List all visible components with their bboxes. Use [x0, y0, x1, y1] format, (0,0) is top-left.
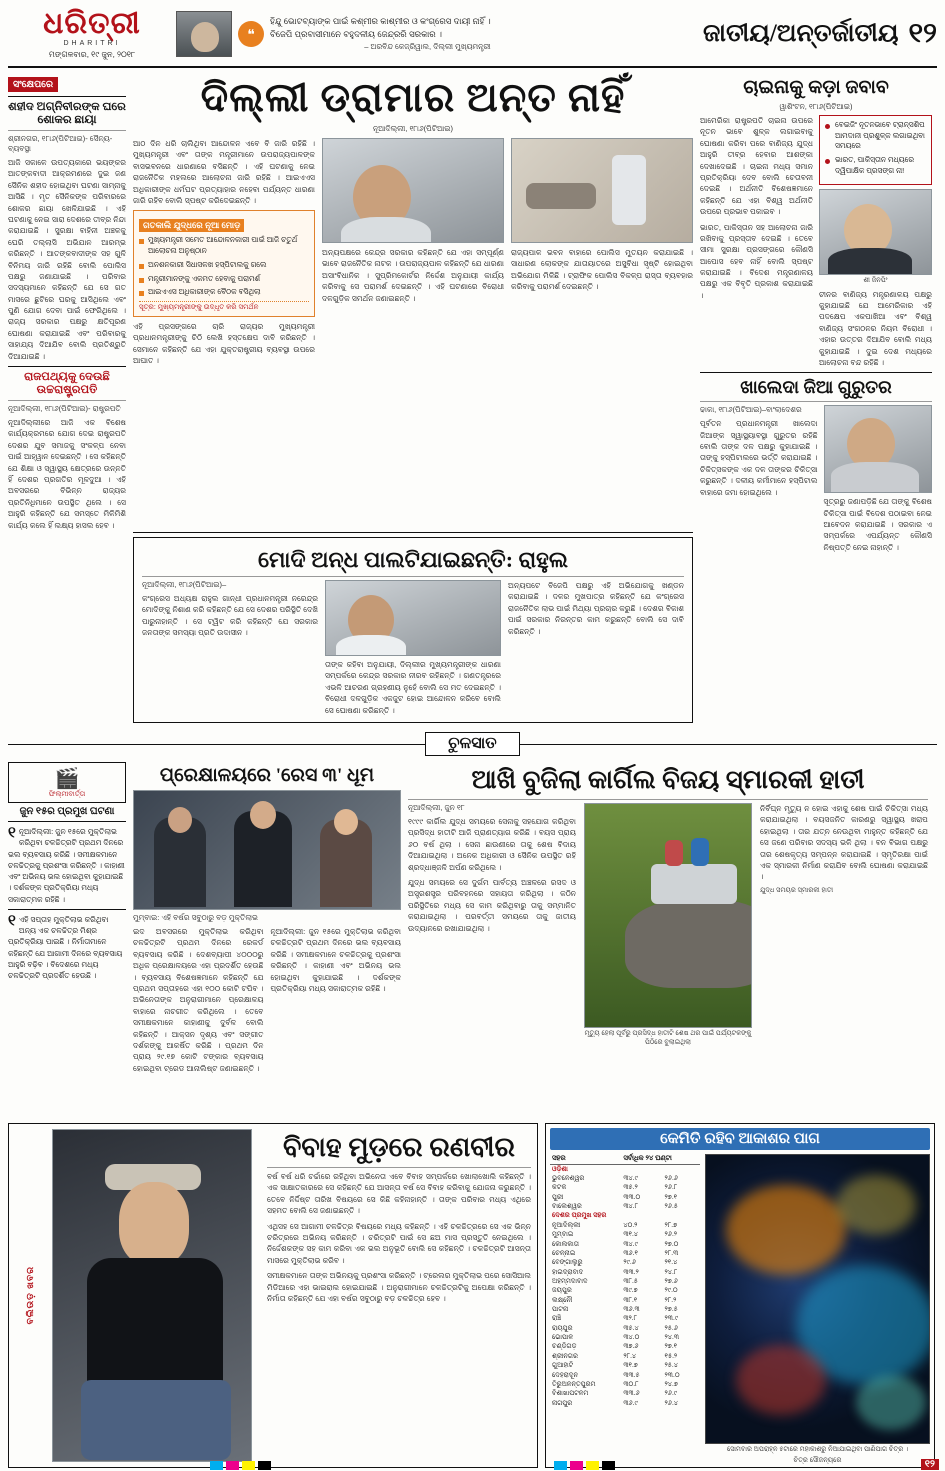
film-brief-item-2	[8, 914, 126, 982]
left-brief-column	[8, 74, 126, 724]
film-brief-column	[8, 762, 126, 1117]
ranbir-headline: ବିବାହ ମୁଡ଼ରେ ରଣବୀର	[282, 1132, 516, 1162]
quote-line-1: ହିନ୍ଦୁ ଭୋଟବ୍ୟାଙ୍କ ପାଇଁ କଶ୍ମୀର କାଶ୍ମୀର ଓ କଂଗ୍ରେସ ଦାୟୀ ନାହିଁ ।	[270, 16, 491, 27]
table-row: ଚଣ୍ଡିଗଡ଼ ୩୭.୬ ୨୭.୧	[552, 1343, 678, 1351]
table-row: ମୁମ୍ବାଇ ୩୧.୪ ୨୬.୨	[552, 1231, 678, 1239]
table-row: ବାଲେଶ୍ୱର ୩୪.୮ ୨୬.୫	[552, 1203, 678, 1211]
race3-body-1: ଇଦ ଅବସରରେ ମୁକ୍ତିଲାଭ କରିଥିବା ଚଳଚ୍ଚିତ୍ରଟି ପ୍ରଥମ ଦିନରେ ରେକର୍ଡ ବ୍ୟବସାୟ କରିଛି । ଦେଶବ୍ୟାପୀ ୪୦୦୦ରୁ ଅଧିକ ପ୍ରେକ୍ଷାଳୟରେ ଏହା ପ୍ରଦର୍ଶିତ ହେଉଛି । ବ୍ୟବସାୟ ବିଶେଷଜ୍ଞମାନେ କହିଛନ୍ତି ଯେ ପ୍ରଥମ ସପ୍ତାହରେ ଏହା ୧୦୦ କୋଟି ଟପିବ । ଅଭିନେତାଙ୍କ ଅନୁରାଗୀମାନେ ପ୍ରେକ୍ଷାଳୟ ବାହାରେ ନାଚଗୀତ କରିଥିଲେ । ତେବେ ସମୀକ୍ଷକମାନେ କାହାଣୀକୁ ଦୁର୍ବଳ ବୋଲି କହିଛନ୍ତି । ଆକ୍ସନ ଦୃଶ୍ୟ ଏବଂ ସଙ୍ଗୀତ ଦର୍ଶକଙ୍କୁ ଆକର୍ଷିତ କରିଛି । ପ୍ରଥମ ଦିନ ପ୍ରାୟ ୨୯.୧୭ କୋଟି ଟଙ୍କାର ବ୍ୟବସାୟ ହୋଇଥିବା ଟ୍ରେଡ ଆନାଲିଷ୍ଟ ଜଣାଇଛନ୍ତି ।	[133, 927, 264, 1073]
ranbir-kapoor-photo	[52, 1129, 252, 1462]
weather-col-city: ସହର	[550, 1154, 621, 1164]
ranbir-body-1: ବର୍ଷ ବର୍ଷ ଧରି ଚର୍ଚ୍ଚାରେ ରହିଥିବା ଅଭିନେତା ଏବେ ବିବାହ ସମ୍ପର୍କରେ ଖୋଲାଖୋଲି କହିଛନ୍ତି । ଏକ ସାକ୍ଷାତକାରରେ ସେ କହିଛନ୍ତି ଯେ ଆସନ୍ତା ବର୍ଷ ସେ ବିବାହ କରିବାକୁ ଯୋଜନା କରୁଛନ୍ତି । ତେବେ ନିର୍ଦ୍ଦିଷ୍ଟ ତାରିଖ ବିଷୟରେ ସେ କିଛି କହିନାହାନ୍ତି । ତାଙ୍କ ପରିବାର ମଧ୍ୟ ଏଥିରେ ସହମତ ବୋଲି ସେ ଜଣାଇଛନ୍ତି ।	[267, 1172, 531, 1216]
film-stamp	[8, 762, 126, 803]
protest-scene-photo	[511, 138, 693, 243]
weather-col-temp: ସର୍ବାଧିକ ୨୪ ଘଣ୍ଟା	[621, 1154, 700, 1164]
rahul-story	[133, 537, 693, 723]
kargil-body-1: ୧୯୯୯ କାର୍ଗିଲ ଯୁଦ୍ଧ ସମୟରେ ସେନାକୁ ସହଯୋଗ କରିଥିବା ପ୍ରସିଦ୍ଧ ହାତୀଟି ଆଜି ପ୍ରାଣତ୍ୟାଗ କରିଛି । ବୟସ ପ୍ରାୟ ୬୦ ବର୍ଷ ଥିଲା । ସେନା ଛାଉଣୀରେ ତାକୁ ଶେଷ ବିଦାୟ ଦିଆଯାଇଥିଲା । ଅନେକ ଅଧିକାରୀ ଓ ସୈନିକ ଉପସ୍ଥିତ ରହି ଶ୍ରଦ୍ଧାଞ୍ଜଳି ଅର୍ପଣ କରିଥିଲେ ।	[408, 817, 576, 872]
swatch-magenta	[226, 1461, 239, 1470]
china-bullet-box	[819, 115, 932, 185]
kargil-body-2: ଯୁଦ୍ଧ ସମୟରେ ସେ ଦୁର୍ଗମ ପାର୍ବତ୍ୟ ଅଞ୍ଚଳରେ ରସଦ ଓ ଅସ୍ତ୍ରଶସ୍ତ୍ର ପରିବହନରେ ସହାୟତା କରିଥିଲା । କଠିନ ପରିସ୍ଥିତିରେ ମଧ୍ୟ ସେ କାମ କରିଥିବାରୁ ତାକୁ ସମ୍ମାନିତ କରାଯାଇଥିଲା । ପରବର୍ତ୍ତୀ ସମୟରେ ତାକୁ ଜାତୀୟ ଉଦ୍ୟାନରେ ରଖାଯାଇଥିଲା ।	[408, 877, 576, 933]
rahul-body-2: ତାଙ୍କ କହିବା ଅନୁଯାୟୀ, ଦିଲ୍ଲୀର ମୁଖ୍ୟମନ୍ତ୍ରୀଙ୍କ ଧାରଣା ସମ୍ପର୍କରେ କେନ୍ଦ୍ର ସରକାର ନୀରବ ରହିଛନ୍ତି । ଗଣତନ୍ତ୍ରରେ ଏଭଳି ଆଚରଣ ଗ୍ରହଣୀୟ ନୁହେଁ ବୋଲି ସେ ମତ ଦେଇଛନ୍ତି । ବିରୋଧୀ ଦଳଗୁଡ଼ିକ ଏକଜୁଟ ହୋଇ ଆନ୍ଦୋଳନ କରିବେ ବୋଲି ସେ ଘୋଷଣା କରିଛନ୍ତି ।	[325, 660, 501, 715]
lead-paragraph-3: ଏହି ପ୍ରସଙ୍ଗରେ ଚାରି ରାଜ୍ୟର ମୁଖ୍ୟମନ୍ତ୍ରୀ ପ୍ରଧାନମନ୍ତ୍ରୀଙ୍କୁ ଚିଠି ଲେଖି ହସ୍ତକ୍ଷେପ ଦାବି କରିଛନ୍ତି । ସେମାନେ କହିଛନ୍ତି ଯେ ଏହା ଯୁକ୍ତରାଷ୍ଟ୍ରୀୟ ବ୍ୟବସ୍ଥା ଉପରେ ଆଘାତ ।	[133, 322, 315, 366]
list-item: ଅନଶନକାରୀ ସିଧାସଳଖ ହସ୍ପିଟାଲକୁ ଗଲେ	[139, 260, 309, 271]
table-row: ନାଗପୁର ୩୬.୯ ୨୬.୪	[552, 1399, 678, 1407]
kargil-body-3: ନିର୍ବିଘ୍ନ ମୃତ୍ୟୁ ନ ହୋଇ ଏହାକୁ ଶେଷ ପାଇଁ ଚିକିତ୍ସା ମଧ୍ୟ କରାଯାଇଥିଲା । ବୟସଜନିତ କାରଣରୁ ସ୍ୱାସ୍ଥ୍ୟ ଖରାପ ହୋଇଥିଲା । ତାର ଯତ୍ନ ନେଉଥିବା ମାହୁନ୍ତ କହିଛନ୍ତି ଯେ ସେ ଜଣେ ପରିବାର ସଦସ୍ୟ ଭଳି ଥିଲା । ବନ ବିଭାଗ ପକ୍ଷରୁ ତାର ଶେଷକୃତ୍ୟ ସମ୍ପନ୍ନ କରାଯାଇଛି । ସ୍ମୃତିରକ୍ଷା ପାଇଁ ଏକ ସ୍ମାରକୀ ନିର୍ମାଣ କରାଯିବ ବୋଲି ଘୋଷଣା କରାଯାଇଛି ।	[760, 804, 928, 882]
list-item: ଭାରତ, ପାକିସ୍ତାନ ମଧ୍ୟରେ ଦ୍ୱିପାକ୍ଷିକ ପ୍ରସଙ୍ଗ ନା!	[825, 155, 926, 176]
xi-jinping-photo	[819, 189, 932, 275]
section-divider	[8, 732, 937, 756]
table-row: କୋଲକାତା ୩୪.୯ ୨୭.୦	[552, 1240, 679, 1248]
table-row: ତିରୁଅନନ୍ତପୁରମ ୩୦.୮ ୨୪.୭	[552, 1380, 678, 1388]
quote-icon: ❝	[238, 21, 264, 47]
list-item: ବେଇଜିଂ ନୂତନଭାବେ ଟ୍ରାନ୍ସଶିପ ଆମଦାନୀ ପ୍ରଶୁଳ୍କ ଲଗାଇଥିବା ସମୟରେ	[825, 120, 926, 152]
swatch-black-2	[602, 1461, 615, 1470]
list-item: ଆଇଏଏସ ଅଧିକାରୀଙ୍କ ବୈଠକ ବସିଥିଲା	[139, 287, 309, 298]
ranbir-story	[8, 1123, 538, 1468]
weather-section-label: ଓଡ଼ିଶା	[552, 1165, 568, 1173]
rahul-dateline: ନୂଆଦିଲ୍ଲୀ, ୧୮ା୬(ପିଟିଆଇ)–	[142, 580, 227, 589]
race3-body-2: ନୂଆଦିଲ୍ଲୀ: ଜୁନ ୧୫ରେ ମୁକ୍ତିଲାଭ କରିଥିବା ଚଳଚ୍ଚିତ୍ରଟି ପ୍ରଥମ ଦିନରେ ଭଲ ବ୍ୟବସାୟ କରିଛି । ସମୀକ୍ଷକମାନେ ଚଳଚ୍ଚିତ୍ରକୁ ପ୍ରଶଂସା କରିଛନ୍ତି । କାହାଣୀ ଏବଂ ଅଭିନୟ ଭଲ ହୋଇଥିବା କୁହାଯାଇଛି । ଦର୍ଶକଙ୍କ ପ୍ରତିକ୍ରିୟା ମଧ୍ୟ ସକାରାତ୍ମକ ରହିଛି ।	[270, 927, 401, 993]
table-row: ଦେହରାଦୂନ ୩୩.୫ ୨୩.୦	[552, 1371, 680, 1379]
table-row: ଜୟପୁର ୩୯.୭ ୨୯.୦	[552, 1287, 678, 1295]
table-row: ଲକ୍ଷ୍ନୌ ୩୮.୧ ୨୮.୨	[552, 1296, 677, 1304]
race3-still-photo	[133, 790, 401, 910]
masthead-quote	[238, 15, 693, 53]
masthead-logo	[8, 6, 176, 60]
brief-kicker: ସଂକ୍ଷେପରେ	[8, 77, 58, 92]
masthead-page-number: ୧୨	[908, 18, 937, 49]
footer-page-number: ୧୨	[921, 1459, 939, 1470]
lead-col-1	[133, 138, 315, 528]
table-row: ବିଶାଖାପଟନମ ୩୩.୬ ୨୬.୯	[552, 1390, 678, 1398]
brief-story-1-headline: ଶହୀଦ ଅଗ୍ନିବୀରଙ୍କ ଘରେ ଶୋକର ଛାୟା	[8, 101, 126, 126]
quote-line-2: ବିଜେପି ପ୍ରବାସୀମାନେ ବହୁଦଳୀୟ ଜେନ୍ଦ୍ରରି ସରକାର ।	[270, 28, 442, 39]
weather-panel	[545, 1123, 935, 1468]
brief-story-1-dateline: ଶ୍ରୀନଗର, ୧୮ା୬(ପିଟିଆଇ)- ସୈନ୍ୟ-ବ୍ୟବସ୍ଥା	[8, 134, 113, 153]
rahul-body-3: ଅନ୍ୟପଟେ ବିଜେପି ପକ୍ଷରୁ ଏହି ଅଭିଯୋଗକୁ ଖଣ୍ଡନ କରାଯାଇଛି । ଦଳର ମୁଖପାତ୍ର କହିଛନ୍ତି ଯେ କଂଗ୍ରେସ ରାଜନୈତିକ ଲାଭ ପାଇଁ ମିଥ୍ୟା ପ୍ରଚାର କରୁଛି । ଦେଶର ବିକାଶ ପାଇଁ ସରକାର ନିରନ୍ତର କାମ କରୁଛନ୍ତି ବୋଲି ସେ ଦାବି କରିଛନ୍ତି ।	[508, 581, 684, 636]
item-number: ୧	[8, 825, 16, 841]
race3-dateline: ମୁମ୍ବାଇ: ଏହି ବର୍ଷର ସବୁଠାରୁ ବଡ଼ ମୁକ୍ତିଲାଭ	[133, 913, 258, 922]
lead-headline: ଦିଲ୍ଲୀ ଡ୍ରାମାର ଅନ୍ତ ନାହିଁ	[200, 75, 626, 120]
elephant-photo	[584, 803, 752, 1028]
list-item: ମୁଖ୍ୟମନ୍ତ୍ରୀ ସମେତ ଆନ୍ଦୋଳନକାରୀ ପାଇଁ ଆଜି ଚତୁର୍ଥ ଆଲୋଚନା ଅନୁଷ୍ଠାନ	[139, 235, 309, 256]
table-row: ପୁରୀ ୩୩.୦ ୨୭.୧	[552, 1193, 678, 1201]
swatch-cyan-2	[554, 1461, 567, 1470]
china-body-3: ଚୀନର ବାଣିଜ୍ୟ ମନ୍ତ୍ରଣାଳୟ ପକ୍ଷରୁ କୁହାଯାଇଛି ଯେ ଆମେରିକାର ଏହି ପଦକ୍ଷେପ ଏକପାଖିଆ ଏବଂ ବିଶ୍ୱ ବାଣିଜ୍ୟ ସଂଗଠନର ନିୟମ ବିରୋଧୀ । ଏହାର ଉତ୍ତର ଦିଆଯିବ ବୋଲି ମଧ୍ୟ କୁହାଯାଇଛି । ଦୁଇ ଦେଶ ମଧ୍ୟରେ ଆଲୋଚନା ବନ୍ଦ ରହିଛି ।	[819, 289, 932, 367]
map-credit: ଚିତ୍ର ସୌଜନ୍ୟରେ	[793, 1456, 842, 1464]
logo-text: ଧରିତ୍ରୀ	[43, 6, 141, 40]
table-row: ଭୁବନେଶ୍ୱର ୩୪.୯ ୨୬.୬	[552, 1175, 678, 1182]
swatch-cyan	[210, 1461, 223, 1470]
table-row: ଅହମ୍ମଦାବାଦ ୩୮.୫ ୨୭.୬	[552, 1277, 678, 1285]
lead-highlight-box	[133, 210, 315, 317]
kejriwal-photo	[322, 138, 504, 243]
china-body-1: ଆମେରିକା ରାଷ୍ଟ୍ରପତି ଚାଇନା ଉପରେ ନୂତନ ଭାବେ ଶୁଳ୍କ ଲଗାଇବାକୁ ଘୋଷଣା କରିବା ପରେ ବାଣିଜ୍ୟ ଯୁଦ୍ଧ ଆହୁରି ତୀବ୍ର ହେବାର ଆଶଙ୍କା ଦେଖାଦେଇଛି । ଚାଇନା ମଧ୍ୟ ସମାନ ପ୍ରତିକ୍ରିୟା ଦେବ ବୋଲି ଚେତାବନୀ ଦେଇଛି । ଅର୍ଥନୀତି ବିଶେଷଜ୍ଞମାନେ କହିଛନ୍ତି ଯେ ଏହା ବିଶ୍ୱ ଅର୍ଥନୀତି ଉପରେ ପ୍ରଭାବ ପକାଇବ ।	[700, 116, 813, 217]
khaleda-headline: ଖାଲେଦା ଜିଆ ଗୁରୁତର	[740, 377, 892, 398]
ribbon-label: ଚୁଳସାତ	[425, 732, 519, 756]
cmyk-registration-bar	[0, 1456, 945, 1471]
highlight-box-title: ଗତକାଲି ଯୁଦ୍ଧରେ ନୂଆ ମୋଡ଼	[139, 219, 244, 232]
entertainment-section	[8, 762, 937, 1117]
lead-dateline: ନୂଆଦିଲ୍ଲୀ, ୧୮ା୬(ପିଟିଆଇ)	[373, 124, 453, 133]
quote-attribution: – ଅରବିନ୍ଦ କେଜ୍ରିୱାଲ, ଦିଲ୍ଲୀ ମୁଖ୍ୟମନ୍ତ୍ରୀ	[364, 41, 491, 51]
item-number: ୧	[8, 912, 16, 929]
cinema-icon: 🎬	[54, 768, 80, 790]
item-text: ନୂଆଦିଲ୍ଲୀ: ଜୁନ ୧୫ରେ ମୁକ୍ତିଲାଭ କରିଥିବା ଚଳଚ୍ଚିତ୍ରଟି ପ୍ରଥମ ଦିନରେ ଭଲ ବ୍ୟବସାୟ କରିଛି । ସମୀକ୍ଷକମାନେ ଚଳଚ୍ଚିତ୍ରକୁ ପ୍ରଶଂସା କରିଛନ୍ତି । କାହାଣୀ ଏବଂ ଅଭିନୟ ଭଲ ହୋଇଥିବା କୁହାଯାଇଛି । ଦର୍ଶକଙ୍କ ପ୍ରତିକ୍ରିୟା ମଧ୍ୟ ସକାରାତ୍ମକ ରହିଛି ।	[8, 827, 125, 904]
elephant-photo-caption: ମୃତ୍ୟୁ ହେଲା ପୂର୍ବରୁ ପ୍ରସିଦ୍ଧ ହାତୀଟି ଶେଷ ଥର ପାଇଁ ପର୍ଯ୍ୟଟକଙ୍କୁ ପିଠିରେ ବୁଲାଇଥିଲା	[584, 1030, 752, 1046]
highlight-box-list	[139, 235, 309, 298]
swatch-yellow-2	[586, 1461, 599, 1470]
lead-paragraph-1: ଆଠ ଦିନ ଧରି ଚାଲିଥିବା ଆନ୍ଦୋଳନ ଏବେ ବି ଜାରି ରହିଛି । ମୁଖ୍ୟମନ୍ତ୍ରୀ ଏବଂ ତାଙ୍କ ମନ୍ତ୍ରୀମାନେ ଉପରାଜ୍ୟପାଳଙ୍କ ବାସଭବନରେ ଧାରଣାରେ ବସିଛନ୍ତି । ଏହି ଘଟଣାକୁ ନେଇ ରାଜନୈତିକ ମହଲରେ ଆଲୋଚନା ଜାରି ରହିଛି । ଆଇଏଏସ ଅଧିକାରୀଙ୍କ ଧର୍ମଘଟ ପ୍ରତ୍ୟାହାର ନହେବା ପର୍ଯ୍ୟନ୍ତ ଧାରଣା ଜାରି ରହିବ ବୋଲି ସ୍ପଷ୍ଟ କରିଦେଇଛନ୍ତି ।	[133, 139, 315, 205]
highlight-box-footnote: ସୂତ୍ର: ମୁଖ୍ୟମନ୍ତ୍ରୀଙ୍କୁ ଉଦ୍ଧୃତ କରି ସମର୍ଥନ	[139, 301, 309, 312]
weather-table	[550, 1154, 700, 1408]
map-caption: ସୋମବାର ଅପରାହ୍ନ ୫ଟାରେ ମହାକାଶରୁ ନିଆଯାଇଥିବା ପାଣିପାଗ ଚିତ୍ର ।	[726, 1446, 909, 1453]
china-headline: ଚାଇନାକୁ କଡ଼ା ଜବାବ	[743, 77, 889, 98]
film-stamp-label: ଫିଲ୍ମୀବାର୍ତ୍ତା	[48, 791, 86, 798]
lead-col-3	[511, 138, 693, 528]
table-row: ଚେନ୍ନାଇ ୩୬.୧ ୨୮.୩	[552, 1249, 679, 1257]
xi-photo-caption: ଶୀ ଜିନପିଂ	[863, 276, 888, 284]
khaleda-body: ପୂର୍ବତନ ପ୍ରଧାନମନ୍ତ୍ରୀ ଖାଲେଦା ଜିଆଙ୍କ ସ୍ୱାସ୍ଥ୍ୟାବସ୍ଥା ଗୁରୁତର ରହିଛି ବୋଲି ତାଙ୍କ ଦଳ ପକ୍ଷରୁ କୁହାଯାଇଛି । ତାଙ୍କୁ ହସ୍ପିଟାଲରେ ଭର୍ତ୍ତି କରାଯାଇଛି । ଚିକିତ୍ସକଙ୍କ ଏକ ଦଳ ତାଙ୍କର ଚିକିତ୍ସା କରୁଛନ୍ତି । ଦଳୀୟ କର୍ମୀମାନେ ହସ୍ପିଟାଲ ବାହାରେ ଜମା ହୋଇଥିଲେ ।	[700, 419, 818, 497]
table-row: ରାୟପୁର ୩୫.୪ ୨୫.୬	[552, 1324, 678, 1332]
race3-story	[133, 762, 401, 1117]
khaleda-zia-photo	[824, 405, 932, 493]
film-brief-item-1	[8, 826, 126, 905]
swatch-magenta-2	[570, 1461, 583, 1470]
lead-extra-body: ରାଜ୍ୟପାଳ ଭବନ ବାହାରେ ପୋଲିସ ମୁତୟନ କରାଯାଇଛି । ସାଧାରଣ ଲୋକଙ୍କ ଯାତାୟାତରେ ଅସୁବିଧା ସୃଷ୍ଟି ହୋଇଥିବା ଅଭିଯୋଗ ମିଳିଛି । ଟ୍ରାଫିକ ପୋଲିସ ବିକଳ୍ପ ରାସ୍ତା ବ୍ୟବହାର କରିବାକୁ ପରାମର୍ଶ ଦେଇଛନ୍ତି ।	[511, 248, 693, 292]
table-row: ଭୋପାଳ ୩୪.୦ ୨୪.୩	[552, 1334, 680, 1342]
table-row: ନୂଆଦିଲ୍ଲୀ ୪୦.୨ ୨୮.୭	[552, 1221, 678, 1229]
china-dateline: ୱାଶିଂଟନ, ୧୮ା୬(ପିଟିଆଇ)	[779, 102, 853, 111]
international-column	[700, 74, 932, 724]
kargil-elephant-story	[408, 762, 928, 1117]
table-row: ପାଟନା ୩୬.୩ ୨୭.୫	[552, 1306, 678, 1314]
rahul-body-1: କଂଗ୍ରେସ ଅଧ୍ୟକ୍ଷ ରାହୁଲ ଗାନ୍ଧୀ ପ୍ରଧାନମନ୍ତ୍ରୀ ନରେନ୍ଦ୍ର ମୋଦିଙ୍କୁ ନିଶାଣ କରି କହିଛନ୍ତି ଯେ ସେ ଦେଶର ପରିସ୍ଥିତି ଦେଖି ପାରୁନାହାନ୍ତି । ସେ ଟ୍ୱିଟ କରି କହିଛନ୍ତି ଯେ ସରକାର ଜନତାଙ୍କ ସମସ୍ୟା ପ୍ରତି ଉଦାସୀନ ।	[142, 594, 318, 638]
brief-story-2-dateline: ନୂଆଦିଲ୍ଲୀ, ୧୮ା୬(ପିଟିଆଇ)- ରାଷ୍ଟ୍ରପତି	[8, 404, 121, 414]
logo-latin: DHARITRI	[63, 39, 121, 47]
kargil-caption-right: ଯୁଦ୍ଧ ସମୟର ସ୍ମାରକୀ ହାତୀ	[760, 886, 834, 894]
table-row: କଟକ ୩୫.୨ ୨୬.୮	[552, 1184, 678, 1192]
section-title: ଜାତୀୟ/ଅନ୍ତର୍ଜାତୀୟ	[702, 20, 899, 47]
satellite-weather-map	[705, 1154, 930, 1444]
china-body-2: ଭାରତ, ପାକିସ୍ତାନ ସହ ଆଲୋଚନା ଜାରି ରଖିବାକୁ ପ୍ରସ୍ତାବ ଦେଇଛି । ତେବେ ସୀମା ସୁରକ୍ଷା ପ୍ରସଙ୍ଗରେ କୌଣସି ଆପୋସ ହେବ ନାହିଁ ବୋଲି ସ୍ପଷ୍ଟ କରାଯାଇଛି । ବିଦେଶ ମନ୍ତ୍ରଣାଳୟ ପକ୍ଷରୁ ଏକ ବିବୃତି ପ୍ରକାଶ କରାଯାଇଛି ।	[700, 222, 813, 300]
kargil-dateline: ନୂଆଦିଲ୍ଲୀ, ଜୁନ ୧୮	[408, 803, 465, 812]
kargil-headline: ଆଖି ବୁଜିଲା କାର୍ଗିଲ ବିଜୟ ସ୍ମାରକୀ ହାତୀ	[471, 765, 865, 794]
weather-title: କେମିତି ରହିବ ଆକାଶର ପାଗ	[550, 1128, 930, 1150]
list-item: ମନ୍ତ୍ରୀମାନଙ୍କୁ ଏକମତ ହେବାକୁ ପରାମର୍ଶ	[139, 274, 309, 285]
weather-section-label: ଦେଶର ପ୍ରମୁଖ ସହର	[552, 1212, 607, 1220]
race3-headline: ପ୍ରେକ୍ଷାଳୟରେ 'ରେସ ୩' ଧୂମ	[159, 765, 375, 786]
table-row: ବେଙ୍ଗାଲୁରୁ ୨୯.୬ ୨୧.୪	[552, 1259, 678, 1267]
editor-photo	[176, 11, 232, 57]
bottom-section	[8, 1123, 937, 1468]
khaleda-dateline: ଢାକା, ୧୮ା୬(ପିଟିଆଇ)–ବାଂଲାଦେଶର	[700, 405, 802, 415]
khaleda-body-2: ସୂତ୍ରରୁ ଜଣାପଡ଼ିଛି ଯେ ତାଙ୍କୁ ବିଶେଷ ଚିକିତ୍ସା ପାଇଁ ବିଦେଶ ପଠାଇବା ନେଇ ଆବେଦନ କରାଯାଇଛି । ସରକାର ଏ ସମ୍ପର୍କରେ ଏପର୍ଯ୍ୟନ୍ତ କୌଣସି ନିଷ୍ପତ୍ତି ନେଇ ନାହାନ୍ତି ।	[823, 497, 932, 552]
rahul-headline: ମୋଦି ଅନ୍ଧ ପାଲଟିଯାଇଛନ୍ତି: ରାହୁଲ	[257, 547, 569, 572]
bollywood-vertical-label: ବଲିଉଡ଼ ଖବର	[25, 1266, 35, 1325]
rahul-gandhi-photo	[325, 580, 501, 656]
table-row: ହାଇଦ୍ରାବାଦ ୩୩.୨ ୨୪.୮	[552, 1268, 678, 1276]
top-section	[8, 74, 937, 724]
masthead	[8, 6, 937, 68]
item-text: ଏହି ସପ୍ତାହ ମୁକ୍ତିଲାଭ କରିଥିବା ଅନ୍ୟ ଏକ ଚଳଚ୍ଚିତ୍ର ମିଶ୍ର ପ୍ରତିକ୍ରିୟା ପାଇଛି । ନିର୍ମାତାମାନେ କହିଛନ୍ତି ଯେ ଆଗାମୀ ଦିନରେ ବ୍ୟବସାୟ ଆହୁରି ବଢ଼ିବ । ବିଦେଶରେ ମଧ୍ୟ ଚଳଚ୍ଚିତ୍ରଟି ପ୍ରଦର୍ଶିତ ହେଉଛି ।	[8, 914, 123, 980]
issue-date: ମଙ୍ଗଳବାର, ୧୯ ଜୁନ, ୨୦୧୮	[48, 49, 136, 59]
ranbir-body-2: ଏଥିସହ ସେ ଆଗାମୀ ଚଳଚ୍ଚିତ୍ର ବିଷୟରେ ମଧ୍ୟ କହିଛନ୍ତି । ଏହି ଚଳଚ୍ଚିତ୍ରରେ ସେ ଏକ ଭିନ୍ନ ଚରିତ୍ରରେ ଅଭିନୟ କରିଛନ୍ତି । ଚରିତ୍ରଟି ପାଇଁ ସେ ଛଅ ମାସ ପ୍ରସ୍ତୁତି ନେଇଥିଲେ । ନିର୍ଦ୍ଦେଶକଙ୍କ ସହ କାମ କରିବା ଏକ ଭଲ ଅନୁଭୂତି ବୋଲି ସେ କହିଛନ୍ତି । ଚଳଚ୍ଚିତ୍ରଟି ଆସନ୍ତା ମାସରେ ମୁକ୍ତିଲାଭ କରିବ ।	[267, 1221, 531, 1265]
brief-story-2-headline: ରାଜପଥ୍ୟକୁ ଦେଉଛି ଉଚ୍ଚରାଷ୍ଟ୍ରପତି	[24, 371, 110, 397]
ranbir-body-3: ସମୀକ୍ଷକମାନେ ତାଙ୍କ ଅଭିନୟକୁ ପ୍ରଶଂସା କରିଛନ୍ତି । ଟ୍ରେଲର ମୁକ୍ତିଲାଭ ପରେ ସୋସିଆଲ ମିଡିଆରେ ଏହା ଭାଇରାଲ ହୋଇଯାଇଛି । ଅନୁରାଗୀମାନେ ଚଳଚ୍ଚିତ୍ରଟିକୁ ଅପେକ୍ଷା କରିଛନ୍ତି । ନିର୍ମାତା କହିଛନ୍ତି ଯେ ଏହା ବର୍ଷର ସବୁଠାରୁ ବଡ଼ ଚଳଚ୍ଚିତ୍ର ହେବ ।	[267, 1271, 531, 1303]
lead-paragraph-2: ଅନ୍ୟପକ୍ଷରେ କେନ୍ଦ୍ର ସରକାର କହିଛନ୍ତି ଯେ ଏହା ସମ୍ପୂର୍ଣ୍ଣ ଭାବେ ରାଜନୈତିକ ନାଟକ । ଉପରାଜ୍ୟପାଳ କହିଛନ୍ତି ଯେ ଧାରଣା ଅସାଂବିଧାନିକ । ସୁପ୍ରିମକୋର୍ଟର ନିର୍ଦ୍ଦେଶ ଅନୁଯାୟୀ କାର୍ଯ୍ୟ କରିବାକୁ ସେ ପରାମର୍ଶ ଦେଇଛନ୍ତି । ଏହି ଘଟଣାରେ ବିରୋଧୀ ଦଳଗୁଡ଼ିକ ସମର୍ଥନ ଜଣାଇଛନ୍ତି ।	[322, 248, 504, 303]
table-row: ରାଞ୍ଚି ୩୨.୮ ୨୩.୯	[552, 1315, 679, 1323]
swatch-black	[258, 1461, 271, 1470]
brief-story-2-body: ନୂଆଦିଲ୍ଲୀରେ ଆଜି ଏକ ବିଶେଷ କାର୍ଯ୍ୟକ୍ରମରେ ଯୋଗ ଦେଇ ରାଷ୍ଟ୍ରପତି ଦେଶର ଯୁବ ସମାଜକୁ ସଂକଳ୍ପ ନେବା ପାଇଁ ଆହ୍ୱାନ ଦେଇଛନ୍ତି । ସେ କହିଛନ୍ତି ଯେ ଶିକ୍ଷା ଓ ସ୍ୱାସ୍ଥ୍ୟ କ୍ଷେତ୍ରରେ ଉନ୍ନତି ହିଁ ଦେଶର ପ୍ରଗତିର ମୂଳଦୁଆ । ଏହି ଅବସରରେ ବିଭିନ୍ନ ରାଜ୍ୟର ପ୍ରତିନିଧିମାନେ ଉପସ୍ଥିତ ଥିଲେ । ସେ ଆହୁରି କହିଛନ୍ତି ଯେ ସମସ୍ତେ ମିଳିମିଶି କାର୍ଯ୍ୟ କଲେ ହିଁ ଲକ୍ଷ୍ୟ ହାସଲ ହେବ ।	[8, 418, 126, 530]
swatch-yellow	[242, 1461, 255, 1470]
lead-col-2	[322, 138, 504, 528]
film-brief-headline: ଜୁନ ୧୫ର ପ୍ରମୁଖ ଘଟଣା	[19, 806, 115, 817]
table-row: ଗୁଆହାଟି ୩୧.୭ ୨୫.୪	[552, 1362, 678, 1370]
lead-story-column	[133, 74, 693, 724]
table-row: ଶ୍ରୀନଗର ୨୮.୪ ୧୫.୨	[552, 1352, 678, 1360]
brief-story-1-body: ଆଜି ସକାଳେ ଉପତ୍ୟକାରେ ଭୟଙ୍କର ଆତଙ୍କବାଦୀ ଆକ୍ରମଣରେ ଦୁଇ ଜଣ ସୈନିକ ଶହୀଦ ହୋଇଥିବା ଘଟଣା ସାମ୍ନାକୁ ଆସିଛି । ମୃତ ସୈନିକଙ୍କ ପରିବାରରେ ଶୋକର ଛାୟା ଖେଳିଯାଇଛି । ଏହି ଘଟଣାକୁ ନେଇ ସାରା ଦେଶରେ ତୀବ୍ର ନିନ୍ଦା କରାଯାଇଛି । ସୁରକ୍ଷା ବାହିନୀ ଅଞ୍ଚଳକୁ ଘେରି ତଲ୍ଲାସି ଅଭିଯାନ ଆରମ୍ଭ କରିଛନ୍ତି । ଆତଙ୍କବାଦୀଙ୍କ ସହ ଗୁଳି ବିନିମୟ ଜାରି ରହିଛି ବୋଲି ପୋଲିସ ପକ୍ଷରୁ ଜଣାଯାଇଛି । ପରିବାର ସଦସ୍ୟମାନେ କହିଛନ୍ତି ଯେ ସେ ଗତ ମାସରେ ଛୁଟିରେ ଘରକୁ ଆସିଥିଲେ ଏବଂ ପୁଣି ଯୋଗ ଦେବା ପାଇଁ ଫେରିଥିଲେ । ରାଜ୍ୟ ସରକାର ପକ୍ଷରୁ କ୍ଷତିପୂରଣ ଘୋଷଣା କରାଯାଇଛି ଏବଂ ପରିବାରକୁ ସାହାଯ୍ୟ ଦିଆଯିବ ବୋଲି ପ୍ରତିଶ୍ରୁତି ଦିଆଯାଇଛି ।	[8, 158, 126, 361]
